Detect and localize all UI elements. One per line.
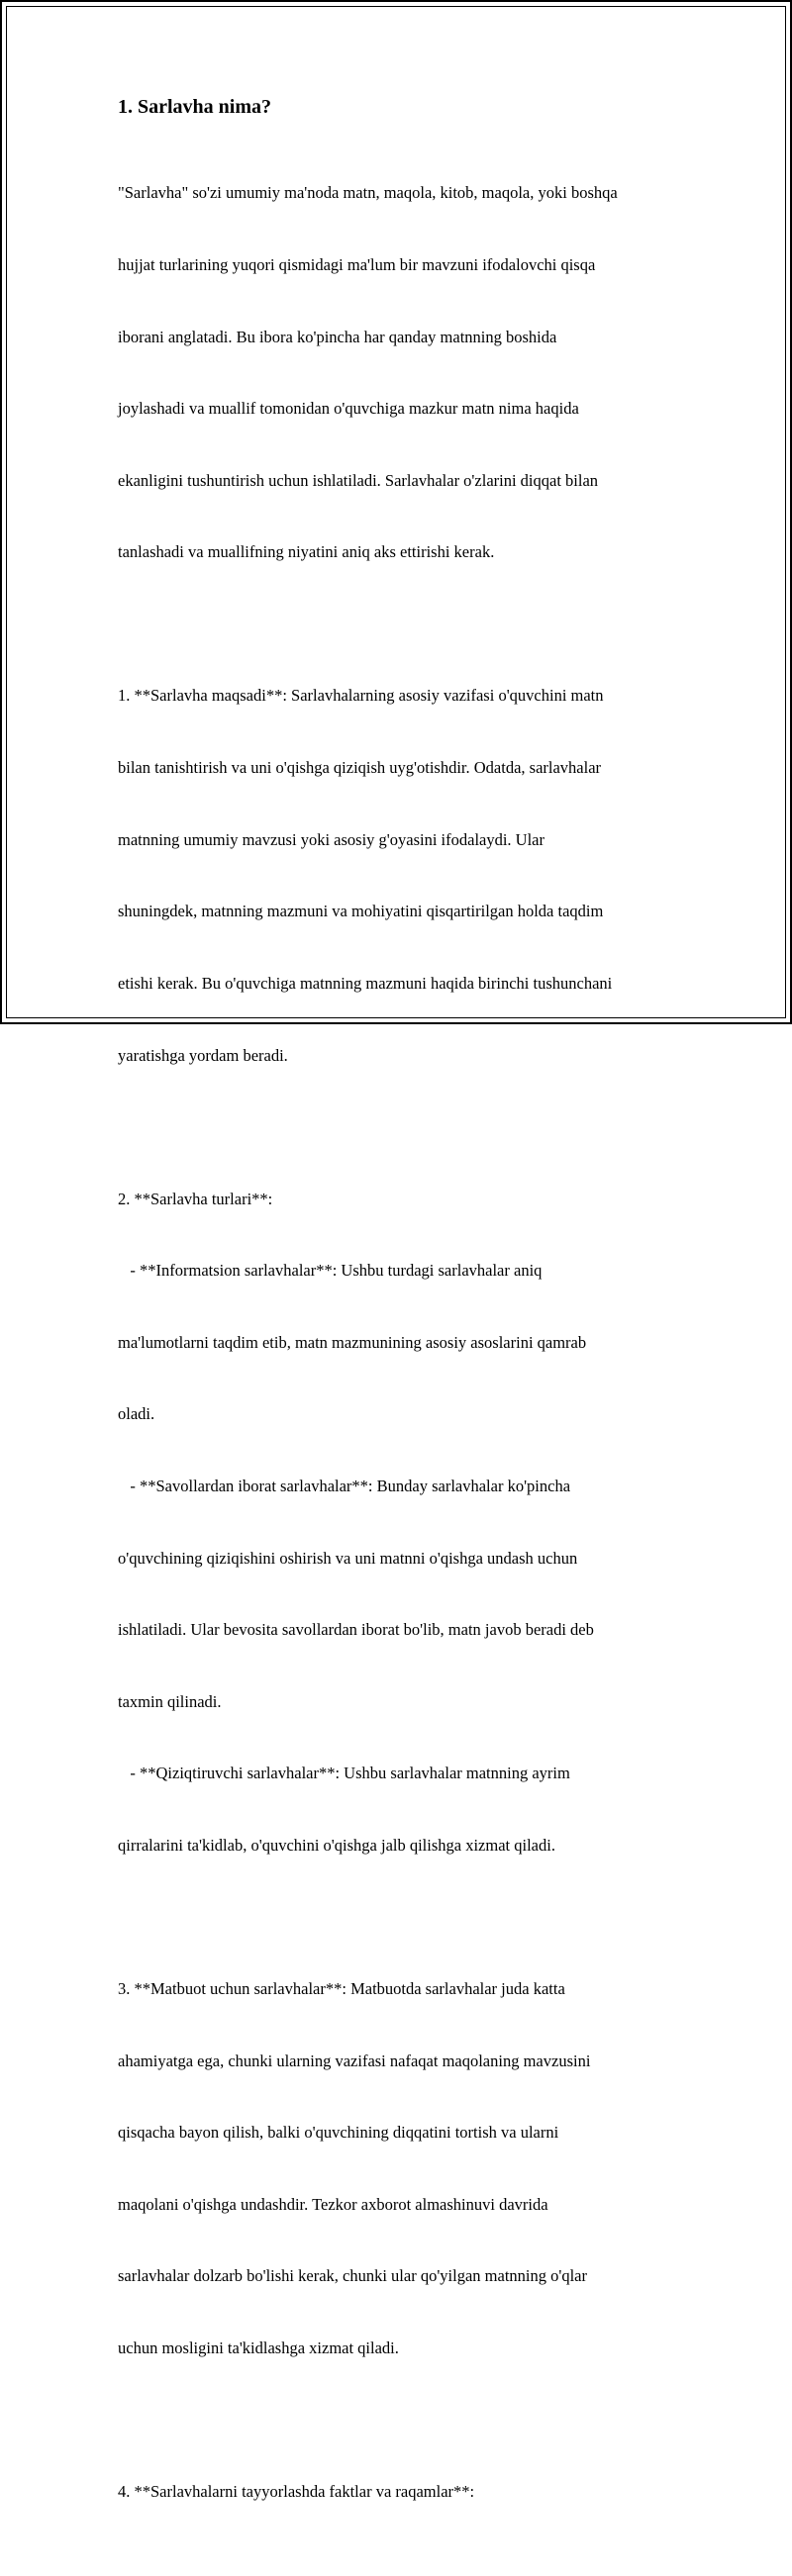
text-line: - **Qiziqtiruvchi sarlavhalar**: Ushbu sarlavhalar matnning ayrim	[118, 1764, 570, 1783]
text-line: taxmin qilinadi.	[118, 1691, 222, 1711]
text-line: 3. **Matbuot uchun sarlavhalar**: Matbuotda sarlavhalar juda katta	[118, 1979, 565, 1999]
text-line: joylashadi va muallif tomonidan o'quvchiga mazkur matn nima haqida	[118, 399, 579, 419]
facts-paragraph	[118, 2433, 684, 2552]
text-line: oladi.	[118, 1404, 155, 1424]
text-line: yaratishga yordam beradi.	[118, 1045, 288, 1065]
text-line: ma'lumotlarni taqdim etib, matn mazmunining asosiy asoslarini qamrab	[118, 1332, 587, 1352]
text-line: etishi kerak. Bu o'quvchiga matnning mazmuni haqida birinchi tushunchani	[118, 973, 613, 993]
text-line: bilan tanishtirish va uni o'qishga qiziqish uyg'otishdir. Odatda, sarlavhalar	[118, 758, 602, 778]
text-line: 4. **Sarlavhalarni tayyorlashda faktlar va raqamlar**:	[118, 2482, 475, 2502]
text-line: iborani anglatadi. Bu ibora ko'pincha har qanday matnning boshida	[118, 327, 557, 346]
text-line: - **Savollardan iborat sarlavhalar**: Bunday sarlavhalar ko'pincha	[118, 1476, 571, 1495]
text-line: matnning umumiy mavzusi yoki asosiy g'oyasini ifodalaydi. Ular	[118, 829, 544, 849]
text-line: hujjat turlarining yuqori qismidagi ma'lum bir mavzuni ifodalovchi qisqa	[118, 255, 596, 275]
text-line: maqolani o'qishga undashdir. Tezkor axborot almashinuvi davrida	[118, 2194, 548, 2214]
text-line: shuningdek, matnning mazmuni va mohiyatini qisqartirilgan holda taqdim	[118, 902, 604, 921]
text-line: 2. **Sarlavha turlari**:	[118, 1189, 273, 1208]
text-line: ekanligini tushuntirish uchun ishlatiladi. Sarlavhalar o'zlarini diqqat bilan	[118, 470, 599, 490]
intro-paragraph	[118, 134, 684, 613]
types-paragraph	[118, 1139, 684, 1906]
text-line: ishlatiladi. Ular bevosita savollardan iborat bo'lib, matn javob beradi deb	[118, 1620, 594, 1640]
document-body	[118, 93, 684, 2576]
text-line: 1. **Sarlavha maqsadi**: Sarlavhalarning asosiy vazifasi o'quvchini matn	[118, 686, 604, 706]
press-paragraph	[118, 1930, 684, 2409]
purpose-paragraph	[118, 636, 684, 1115]
text-line: uchun mosligini ta'kidlashga xizmat qiladi.	[118, 2338, 399, 2358]
text-line: sarlavhalar dolzarb bo'lishi kerak, chunki ular qo'yilgan matnning o'qlar	[118, 2266, 587, 2286]
section-heading: 1. Sarlavha nima?	[118, 96, 272, 118]
text-line: ahamiyatga ega, chunki ularning vazifasi nafaqat maqolaning mavzusini	[118, 2051, 591, 2070]
text-line: qirralarini ta'kidlab, o'quvchini o'qishga jalb qilishga xizmat qiladi.	[118, 1836, 555, 1856]
text-line: tanlashadi va muallifning niyatini aniq aks ettirishi kerak.	[118, 542, 495, 562]
text-line: - **Informatsion sarlavhalar**: Ushbu turdagi sarlavhalar aniq	[118, 1261, 543, 1281]
text-line: qisqacha bayon qilish, balki o'quvchining diqqatini tortish va ularni	[118, 2123, 559, 2143]
text-line: o'quvchining qiziqishini oshirish va uni matnni o'qishga undash uchun	[118, 1548, 578, 1568]
text-line: "Sarlavha" so'zi umumiy ma'noda matn, maqola, kitob, maqola, yoki boshqa	[118, 183, 618, 203]
